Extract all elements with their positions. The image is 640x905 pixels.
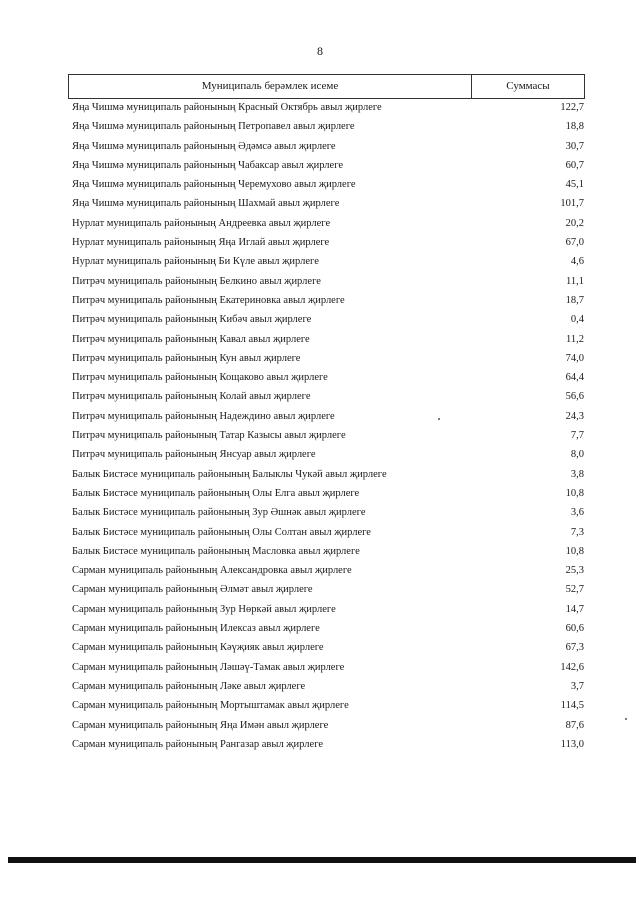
row-name: Сарман муниципаль районының Ләке авыл җирлеге: [72, 680, 306, 692]
row-sum: 52,7: [565, 584, 584, 596]
row-name: Сарман муниципаль районының Мортыштамак авыл җирлеге: [72, 700, 349, 712]
table-row: [72, 640, 584, 659]
table-row: [72, 505, 584, 524]
row-sum: 14,7: [565, 603, 584, 615]
table-body: [72, 100, 584, 756]
table-row: [72, 100, 584, 119]
table-header: [68, 74, 585, 99]
row-name: Питрәч муниципаль районының Екатериновка авыл җирлеге: [72, 294, 345, 306]
table-row: [72, 158, 584, 177]
table-row: [72, 254, 584, 273]
row-name: Балык Бистәсе муниципаль районының Олы Елга авыл җирлеге: [72, 487, 360, 499]
table-row: [72, 698, 584, 717]
row-name: Балык Бистәсе муниципаль районының Олы Солтан авыл җирлеге: [72, 526, 371, 538]
row-name: Питрәч муниципаль районының Кавал авыл җирлеге: [72, 333, 310, 345]
table-row: [72, 428, 584, 447]
row-name: Сарман муниципаль районының Зур Нөркәй авыл җирлеге: [72, 603, 336, 615]
row-name: Нурлат муниципаль районының Андреевка авыл җирлеге: [72, 217, 331, 229]
column-header-sum: Суммасы: [506, 80, 550, 92]
table-row: [72, 737, 584, 756]
scan-speck: [625, 718, 627, 720]
row-name: Сарман муниципаль районының Яңа Имән авыл җирлеге: [72, 719, 329, 731]
scan-speck: [438, 418, 440, 420]
table-row: [72, 525, 584, 544]
row-sum: 18,8: [565, 121, 584, 133]
table-row: [72, 621, 584, 640]
row-name: Питрәч муниципаль районының Кун авыл җирлеге: [72, 352, 301, 364]
table-row: [72, 602, 584, 621]
table-row: [72, 216, 584, 235]
row-name: Питрәч муниципаль районының Надеждино авыл җирлеге: [72, 410, 335, 422]
row-sum: 64,4: [565, 372, 584, 384]
row-name: Яңа Чишмә муниципаль районының Чабаксар авыл җирлеге: [72, 159, 344, 171]
row-sum: 3,7: [570, 680, 584, 692]
table-row: [72, 718, 584, 737]
row-sum: 4,6: [570, 256, 584, 268]
row-sum: 10,8: [565, 545, 584, 557]
row-name: Яңа Чишмә муниципаль районының Красный Октябрь авыл җирлеге: [72, 102, 382, 113]
row-sum: 25,3: [565, 565, 584, 577]
row-sum: 10,8: [565, 487, 584, 499]
row-name: Яңа Чишмә муниципаль районының Әдәмсә авыл җирлеге: [72, 140, 336, 152]
row-sum: 20,2: [565, 217, 584, 229]
table-row: [72, 389, 584, 408]
row-sum: 24,3: [565, 410, 584, 422]
row-sum: 11,2: [566, 333, 584, 345]
row-sum: 3,8: [570, 468, 584, 480]
row-sum: 30,7: [565, 140, 584, 152]
table-row: [72, 312, 584, 331]
row-sum: 113,0: [560, 738, 584, 750]
row-name: Яңа Чишмә муниципаль районының Черемухово авыл җирлеге: [72, 179, 356, 191]
row-sum: 114,5: [560, 700, 584, 712]
table-row: [72, 409, 584, 428]
row-sum: 18,7: [565, 294, 584, 306]
row-sum: 11,1: [566, 275, 584, 287]
row-sum: 3,6: [570, 507, 584, 519]
row-name: Сарман муниципаль районының Илексаз авыл җирлеге: [72, 623, 320, 635]
row-sum: 8,0: [570, 449, 584, 461]
page-number: 8: [317, 44, 323, 58]
table-row: [72, 544, 584, 563]
row-sum: 142,6: [560, 661, 584, 673]
row-name: Питрәч муниципаль районының Колай авыл җирлеге: [72, 391, 311, 403]
row-name: Сарман муниципаль районының Әлмәт авыл җирлеге: [72, 584, 313, 596]
row-sum: 67,0: [565, 237, 584, 249]
table-row: [72, 139, 584, 158]
row-name: Питрәч муниципаль районының Белкино авыл җирлеге: [72, 275, 321, 287]
row-name: Питрәч муниципаль районының Янсуар авыл җирлеге: [72, 449, 316, 461]
row-sum: 7,7: [570, 430, 584, 442]
row-sum: 56,6: [565, 391, 584, 403]
table-row: [72, 196, 584, 215]
row-sum: 101,7: [560, 198, 584, 210]
row-sum: 87,6: [565, 719, 584, 731]
table-row: [72, 177, 584, 196]
row-sum: 74,0: [565, 352, 584, 364]
table-row: [72, 351, 584, 370]
row-name: Питрәч муниципаль районының Кибәч авыл җирлеге: [72, 314, 312, 326]
table-row: [72, 332, 584, 351]
table-row: [72, 274, 584, 293]
row-name: Сарман муниципаль районының Рангазар авыл җирлеге: [72, 738, 324, 750]
row-sum: 0,4: [570, 314, 584, 326]
row-name: Балык Бистәсе муниципаль районының Балыклы Чукәй авыл җирлеге: [72, 468, 387, 480]
row-name: Балык Бистәсе муниципаль районының Зур Әшнәк авыл җирлеге: [72, 507, 366, 519]
table-row: [72, 467, 584, 486]
row-sum: 60,7: [565, 159, 584, 171]
table-row: [72, 679, 584, 698]
row-name: Сарман муниципаль районының Ләшәү-Тамак авыл җирлеге: [72, 661, 345, 673]
row-sum: 60,6: [565, 623, 584, 635]
row-name: Сарман муниципаль районының Александровка авыл җирлеге: [72, 565, 352, 577]
row-sum: 122,7: [560, 102, 584, 113]
table-row: [72, 447, 584, 466]
row-name: Яңа Чишмә муниципаль районының Петропавел авыл җирлеге: [72, 121, 355, 133]
row-sum: 45,1: [565, 179, 584, 191]
table-row: [72, 235, 584, 254]
row-name: Питрәч муниципаль районының Татар Казысы авыл җирлеге: [72, 430, 346, 442]
table-row: [72, 563, 584, 582]
row-sum: 7,3: [570, 526, 584, 538]
table-row: [72, 660, 584, 679]
row-name: Нурлат муниципаль районының Яңа Иглай авыл җирлеге: [72, 237, 330, 249]
table-row: [72, 486, 584, 505]
row-name: Яңа Чишмә муниципаль районының Шахмай авыл җирлеге: [72, 198, 340, 210]
scan-border-bar: [8, 857, 636, 863]
table-row: [72, 370, 584, 389]
column-header-name: Муниципаль берәмлек исеме: [69, 75, 472, 98]
table-row: [72, 293, 584, 312]
row-sum: 67,3: [565, 642, 584, 654]
table-row: [72, 119, 584, 138]
row-name: Питрәч муниципаль районының Кощаково авыл җирлеге: [72, 372, 328, 384]
row-name: Балык Бистәсе муниципаль районының Масловка авыл җирлеге: [72, 545, 360, 557]
row-name: Сарман муниципаль районының Кәүҗияк авыл җирлеге: [72, 642, 324, 654]
table-row: [72, 582, 584, 601]
row-name: Нурлат муниципаль районының Би Күле авыл җирлеге: [72, 256, 319, 268]
